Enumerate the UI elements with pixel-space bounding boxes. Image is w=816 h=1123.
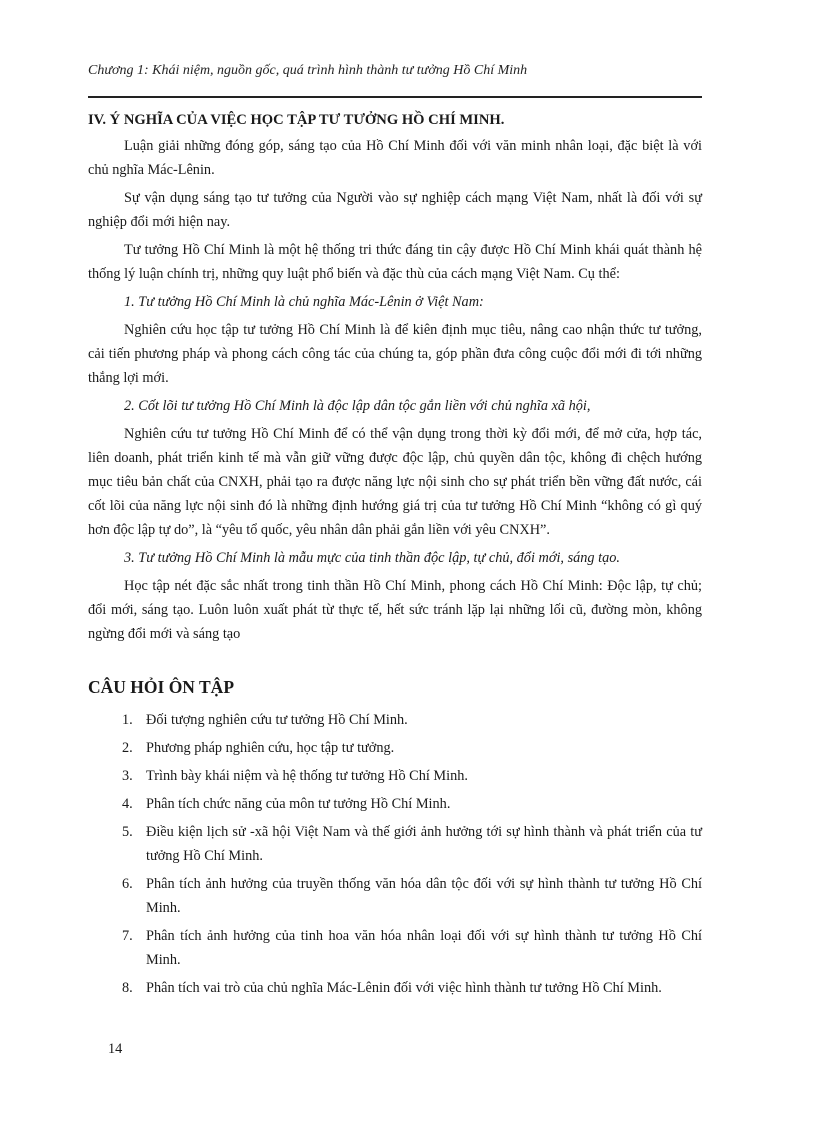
review-question xyxy=(88,976,702,1000)
page-number: 14 xyxy=(108,1041,123,1057)
question-text: Phân tích vai trò của chủ nghĩa Mác-Lênin đối với việc hình thành tư tưởng Hồ Chí Minh. xyxy=(146,980,662,996)
review-question xyxy=(88,708,702,732)
question-text: Phân tích ảnh hưởng của truyền thống văn hóa dân tộc đối với sự hình thành tư tưởng Hồ Chí Minh. xyxy=(146,876,702,916)
question-number: 7. xyxy=(122,928,133,944)
review-question-list xyxy=(88,708,702,1000)
review-question xyxy=(88,820,702,868)
question-text: Đối tượng nghiên cứu tư tưởng Hồ Chí Minh. xyxy=(146,712,408,728)
subheading-italic: 3. Tư tưởng Hồ Chí Minh là mẫu mực của tinh thần độc lập, tự chủ, đổi mới, sáng tạo. xyxy=(124,550,620,566)
question-text: Phương pháp nghiên cứu, học tập tư tưởng. xyxy=(146,740,395,756)
question-text: Phân tích chức năng của môn tư tưởng Hồ Chí Minh. xyxy=(146,796,451,812)
subheading-italic: 1. Tư tưởng Hồ Chí Minh là chủ nghĩa Mác-Lênin ở Việt Nam: xyxy=(124,294,484,310)
review-question xyxy=(88,736,702,760)
page-content xyxy=(88,108,702,1004)
question-number: 2. xyxy=(122,740,133,756)
paragraph: Sự vận dụng sáng tạo tư tưởng của Người vào sự nghiệp cách mạng Việt Nam, nhất là đối với sự nghiệp đổi mới hiện nay. xyxy=(88,190,702,230)
question-number: 5. xyxy=(122,824,133,840)
question-number: 1. xyxy=(122,712,133,728)
question-text: Điều kiện lịch sử -xã hội Việt Nam và thế giới ảnh hưởng tới sự hình thành và phát triển của tư tưởng Hồ Chí Minh. xyxy=(146,824,702,864)
question-number: 3. xyxy=(122,768,133,784)
paragraph: Luận giải những đóng góp, sáng tạo của Hồ Chí Minh đối với văn minh nhân loại, đặc biệt là với chủ nghĩa Mác-Lênin. xyxy=(88,138,702,178)
review-heading: CÂU HỎI ÔN TẬP xyxy=(88,677,235,697)
review-question xyxy=(88,872,702,920)
paragraph: Nghiên cứu tư tưởng Hồ Chí Minh để có thể vận dụng trong thời kỳ đổi mới, để mở cửa, hợp tác, liên doanh, phát triển kinh tế mà vẫn giữ vững được độc lập, chủ quyền dân tộc, không đi chệch hướng mục tiêu bản chất của CNXH, phải tạo ra được năng lực nội sinh cho sự phát triển bền vững đất nước, cái cốt lõi của năng lực nội sinh đó là những định hướng giá trị của tư tưởng Hồ Chí Minh “không có gì quý hơn độc lập tự do”, là “yêu tổ quốc, yêu nhân dân phải gắn liền với yêu CNXH”. xyxy=(88,426,702,538)
question-number: 8. xyxy=(122,980,133,996)
header-divider xyxy=(88,96,702,98)
paragraph: Học tập nét đặc sắc nhất trong tinh thần Hồ Chí Minh, phong cách Hồ Chí Minh: Độc lập, tự chủ; đổi mới, sáng tạo. Luôn luôn xuất phát từ thực tế, hết sức tránh lặp lại những lối cũ, đường mòn, không ngừng đổi mới và sáng tạo xyxy=(88,578,702,642)
section-heading: IV. Ý NGHĨA CỦA VIỆC HỌC TẬP TƯ TƯỞNG HỒ CHÍ MINH. xyxy=(88,112,505,128)
review-question xyxy=(88,924,702,972)
review-question xyxy=(88,792,702,816)
question-number: 6. xyxy=(122,876,133,892)
question-text: Trình bày khái niệm và hệ thống tư tưởng Hồ Chí Minh. xyxy=(146,768,468,784)
paragraph: Tư tưởng Hồ Chí Minh là một hệ thống tri thức đáng tin cậy được Hồ Chí Minh khái quát thành hệ thống lý luận chính trị, những quy luật phổ biến và đặc thù của cách mạng Việt Nam. Cụ thể: xyxy=(88,242,702,282)
review-question xyxy=(88,764,702,788)
subheading-italic: 2. Cốt lõi tư tưởng Hồ Chí Minh là độc lập dân tộc gắn liền với chủ nghĩa xã hội, xyxy=(124,398,591,414)
question-number: 4. xyxy=(122,796,133,812)
running-header: Chương 1: Khái niệm, nguồn gốc, quá trình hình thành tư tưởng Hồ Chí Minh xyxy=(88,63,528,78)
question-text: Phân tích ảnh hưởng của tinh hoa văn hóa nhân loại đối với sự hình thành tư tưởng Hồ Chí Minh. xyxy=(146,928,702,968)
paragraph: Nghiên cứu học tập tư tưởng Hồ Chí Minh là để kiên định mục tiêu, nâng cao nhận thức tư tưởng, cải tiến phương pháp và phong cách công tác của chúng ta, góp phần đưa công cuộc đổi mới đi tới những thắng lợi mới. xyxy=(88,322,702,386)
